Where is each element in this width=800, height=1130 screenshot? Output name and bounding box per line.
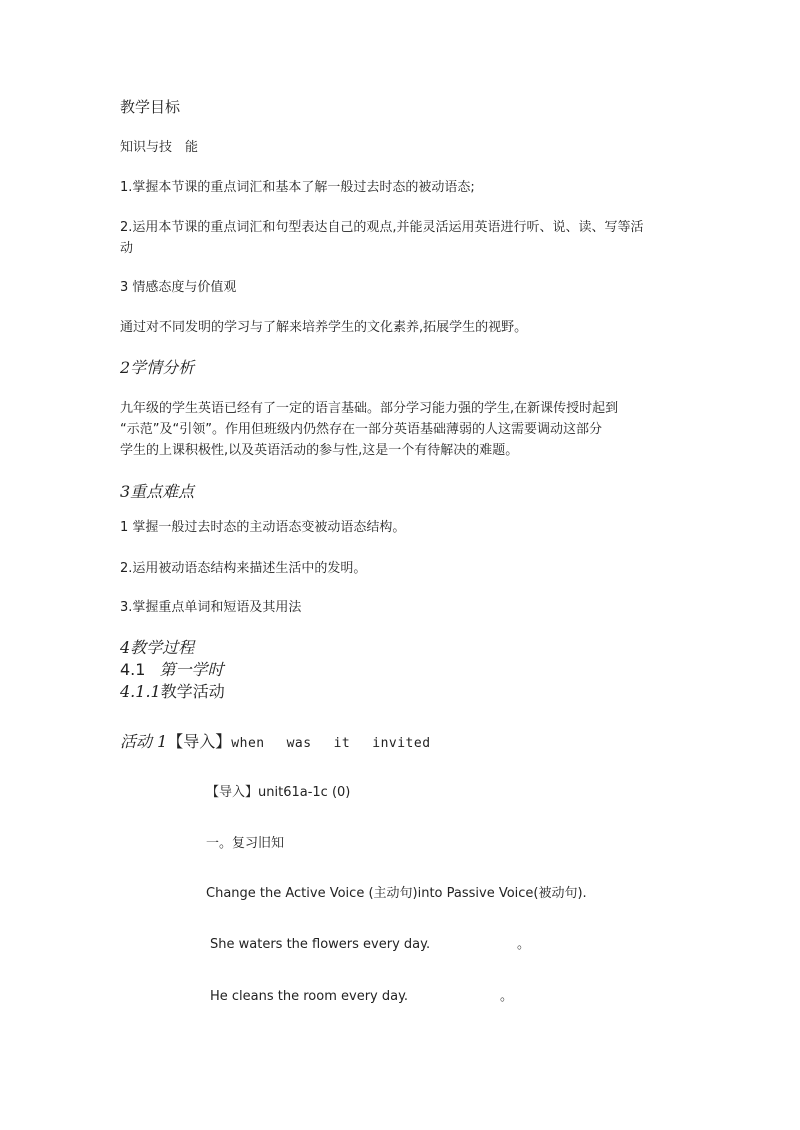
key-point-3: 3.掌握重点单词和短语及其用法	[120, 600, 302, 615]
activity-1-tag: 【导入】	[167, 732, 232, 751]
lesson-number: 4.1	[120, 660, 146, 679]
analysis-heading: 2学情分析	[120, 358, 195, 377]
key-point-2: 2.运用被动语态结构来描述生活中的发明。	[120, 561, 367, 576]
exercise-sentence-1-end: 。	[517, 937, 531, 952]
analysis-line-1: 九年级的学生英语已经有了一定的语言基础。部分学习能力强的学生,在新课传授时起到	[120, 401, 619, 416]
lesson-heading	[120, 660, 223, 679]
activity-1-word-invited: invited	[372, 736, 431, 751]
exercise-sentence-2: He cleans the room every day.	[210, 989, 409, 1004]
attitude-label: 3 情感态度与价值观	[120, 280, 237, 295]
objectives-heading: 教学目标	[120, 98, 181, 116]
activity-1-word-when: when	[231, 736, 265, 751]
activity-section-number: 4.1.1	[120, 682, 161, 701]
lesson-label: 第一学时	[159, 660, 224, 679]
key-points-heading: 3重点难点	[120, 482, 195, 501]
activity-1-word-it: it	[333, 736, 351, 751]
objective-item-2-line-1: 2.运用本节课的重点词汇和句型表达自己的观点,并能灵活运用英语进行听、说、读、写等活	[120, 220, 644, 235]
activity-1-word-was: was	[286, 736, 312, 751]
attitude-text: 通过对不同发明的学习与了解来培养学生的文化素养,拓展学生的视野。	[120, 320, 528, 335]
activity-1-label: 活动 1	[120, 732, 168, 751]
intro-resource-line: 【导入】unit61a-1c (0)	[206, 785, 351, 800]
exercise-sentence-1: She waters the flowers every day.	[210, 937, 431, 952]
key-point-1: 1 掌握一般过去时态的主动语态变被动语态结构。	[120, 520, 406, 535]
objective-item-2-line-2: 动	[120, 241, 134, 256]
process-heading: 4教学过程	[120, 638, 195, 657]
analysis-line-2: “示范”及“引领”。作用但班级内仍然存在一部分英语基础薄弱的人这需要调动这部分	[120, 422, 602, 437]
exercise-instruction: Change the Active Voice (主动句)into Passive Voice(被动句).	[206, 886, 587, 901]
activity-section-heading	[120, 682, 225, 701]
analysis-line-3: 学生的上课积极性,以及英语活动的参与性,这是一个有待解决的难题。	[120, 443, 519, 458]
exercise-sentence-2-end: 。	[500, 989, 514, 1004]
knowledge-skills-label: 知识与技 能	[120, 140, 199, 155]
review-heading: 一。复习旧知	[206, 836, 285, 851]
objective-item-1: 1.掌握本节课的重点词汇和基本了解一般过去时态的被动语态;	[120, 180, 475, 195]
activity-section-label: 教学活动	[160, 682, 225, 701]
activity-1-heading	[120, 732, 431, 752]
